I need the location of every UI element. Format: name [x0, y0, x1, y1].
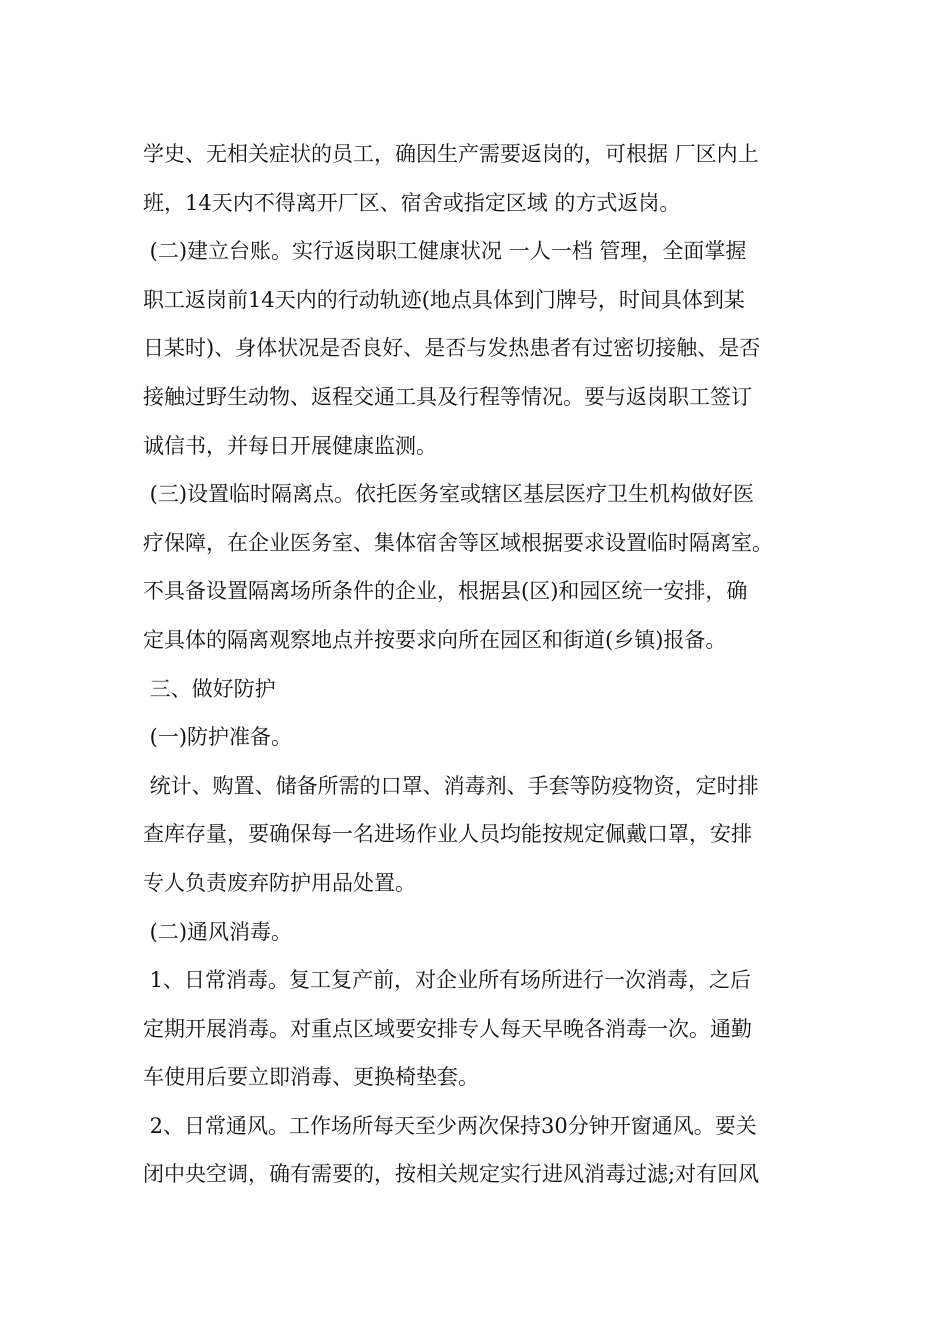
text-line: (三)设置临时隔离点。依托医务室或辖区基层医疗卫生机构做好医: [143, 482, 755, 507]
document-body: [143, 130, 823, 1199]
text-line: 接触过野生动物、返程交通工具及行程等情况。要与返岗职工签订: [143, 384, 752, 409]
text-line: 闭中央空调，确有需要的，按相关规定实行进风消毒过滤;对有回风: [143, 1162, 760, 1187]
subsection-heading: (二)通风消毒。: [143, 919, 293, 944]
text-line: 职工返岗前14天内的行动轨迹(地点具体到门牌号，时间具体到某: [143, 287, 745, 312]
text-line: 班，14天内不得离开厂区、宿舍或指定区域 的方式返岗。: [143, 190, 681, 215]
subsection-heading: (一)防护准备。: [143, 725, 293, 750]
text-line: 定期开展消毒。对重点区域要安排专人每天早晚各消毒一次。通勤: [143, 1016, 752, 1041]
text-line: 2、日常通风。工作场所每天至少两次保持30分钟开窗通风。要关: [143, 1113, 757, 1138]
section-heading: 三、做好防护: [143, 676, 276, 701]
text-line: 学史、无相关症状的员工，确因生产需要返岗的，可根据 厂区内上: [143, 142, 759, 166]
text-line: 统计、购置、储备所需的口罩、消毒剂、手套等防疫物资，定时排: [143, 773, 759, 798]
text-line: 1、日常消毒。复工复产前，对企业所有场所进行一次消毒，之后: [143, 968, 752, 993]
text-line: 专人负责废弃防护用品处置。: [143, 870, 416, 895]
text-line: 日某时)、身体状况是否良好、是否与发热患者有过密切接触、是否: [143, 336, 761, 361]
text-line: 车使用后要立即消毒、更换椅垫套。: [143, 1065, 479, 1090]
text-line: 诚信书，并每日开展健康监测。: [143, 433, 437, 458]
text-line: 疗保障，在企业医务室、集体宿舍等区域根据要求设置临时隔离室。: [143, 530, 773, 555]
text-line: (二)建立台账。实行返岗职工健康状况 一人一档 管理，全面掌握: [143, 239, 747, 264]
text-line: 不具备设置隔离场所条件的企业，根据县(区)和园区统一安排，确: [143, 579, 748, 604]
text-line: 定具体的隔离观察地点并按要求向所在园区和街道(乡镇)报备。: [143, 627, 727, 652]
text-line: 查库存量，要确保每一名进场作业人员均能按规定佩戴口罩，安排: [143, 822, 752, 847]
